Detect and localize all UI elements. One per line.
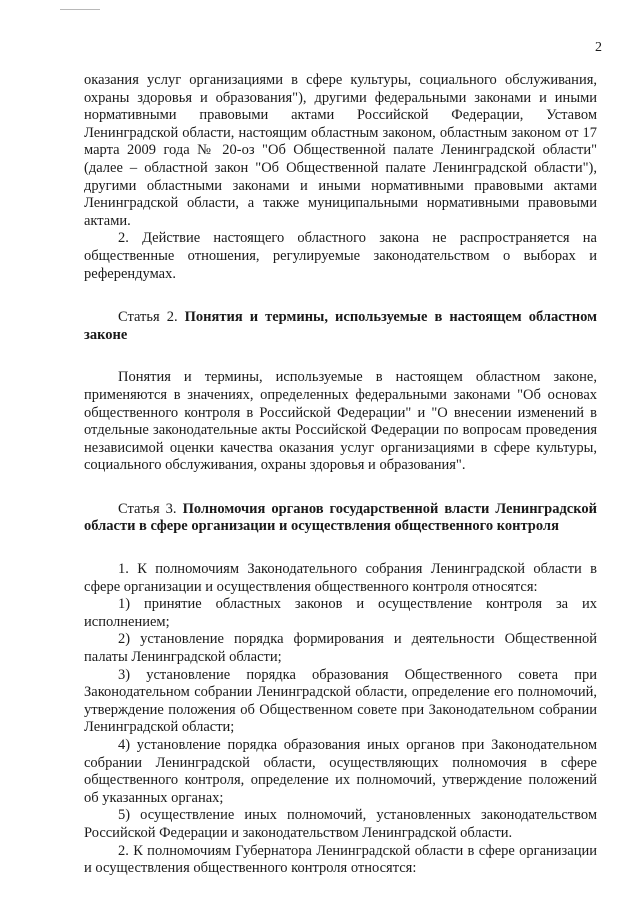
list-item-5: 5) осуществление иных полномочий, установленных законодательством Российской Федерации и законодательством Ленинградской области. (84, 807, 597, 841)
article-2-heading (84, 309, 597, 344)
article-2-prefix: Статья 2. (118, 309, 185, 326)
paragraph-article1-item2: 2. Действие настоящего областного закона не распространяется на общественные отношения, регулируемые законодательством о выборах и референдумах. (84, 230, 597, 282)
list-item-2: 2) установление порядка формирования и деятельности Общественной палаты Ленинградской области; (84, 631, 597, 666)
list-item-4: 4) установление порядка образования иных органов при Законодательном собрании Ленинградской области, осуществляющих полномочия в сфере общественного контроля, определение их полномочий, утверждение положений об указанных органах; (84, 737, 597, 806)
article-2-title: Понятия и термины, используемые в настоящем областном законе (84, 309, 597, 343)
document-body (84, 72, 597, 878)
article-3-prefix: Статья 3. (118, 500, 183, 517)
page-number: 2 (595, 40, 602, 55)
paragraph-intro-continuation: оказания услуг организациями в сфере культуры, социального обслуживания, охраны здоровья и образования"), другими федеральными законами и иными нормативными правовыми актами Российской Федерации, Уставом Ленинградской области, настоящим областным законом, областным законом от 17 марта 2009 года № 20-оз "Об Общественной палате Ленинградской области" (далее – областной закон "Об Общественной палате Ленинградской области"), другими областными законами и иными нормативными правовыми актами Ленинградской области, а также муниципальными нормативными правовыми актами. (84, 72, 597, 229)
paragraph-article3-item2: 2. К полномочиям Губернатора Ленинградской области в сфере организации и осуществления общественного контроля относятся: (84, 842, 597, 877)
article-3-title: Полномочия органов государственной власти Ленинградской области в сфере организации и осуществления общественного контроля (84, 500, 597, 535)
list-item-1: 1) принятие областных законов и осуществление контроля за их исполнением; (84, 596, 597, 630)
article-3-heading (84, 501, 597, 536)
paragraph-article2-body: Понятия и термины, используемые в настоящем областном законе, применяются в значениях, определенных федеральными законами "Об основах общественного контроля в Российской Федерации" и "О внесении изменений в отдельные законодательные акты Российской Федерации по вопросам проведения независимой оценки качества оказания услуг организациями в сфере культуры, социального обслуживания, охраны здоровья и образования". (84, 369, 597, 474)
list-item-3: 3) установление порядка образования Общественного совета при Законодательном собрании Ленинградской области, определение его полномочий, утверждение положения об Общественном совете при Законодательном собрании Ленинградской области; (84, 666, 597, 736)
scan-artifact (60, 9, 100, 10)
paragraph-article3-item1: 1. К полномочиям Законодательного собрания Ленинградской области в сфере организации и осуществления общественного контроля относятся: (84, 561, 597, 595)
